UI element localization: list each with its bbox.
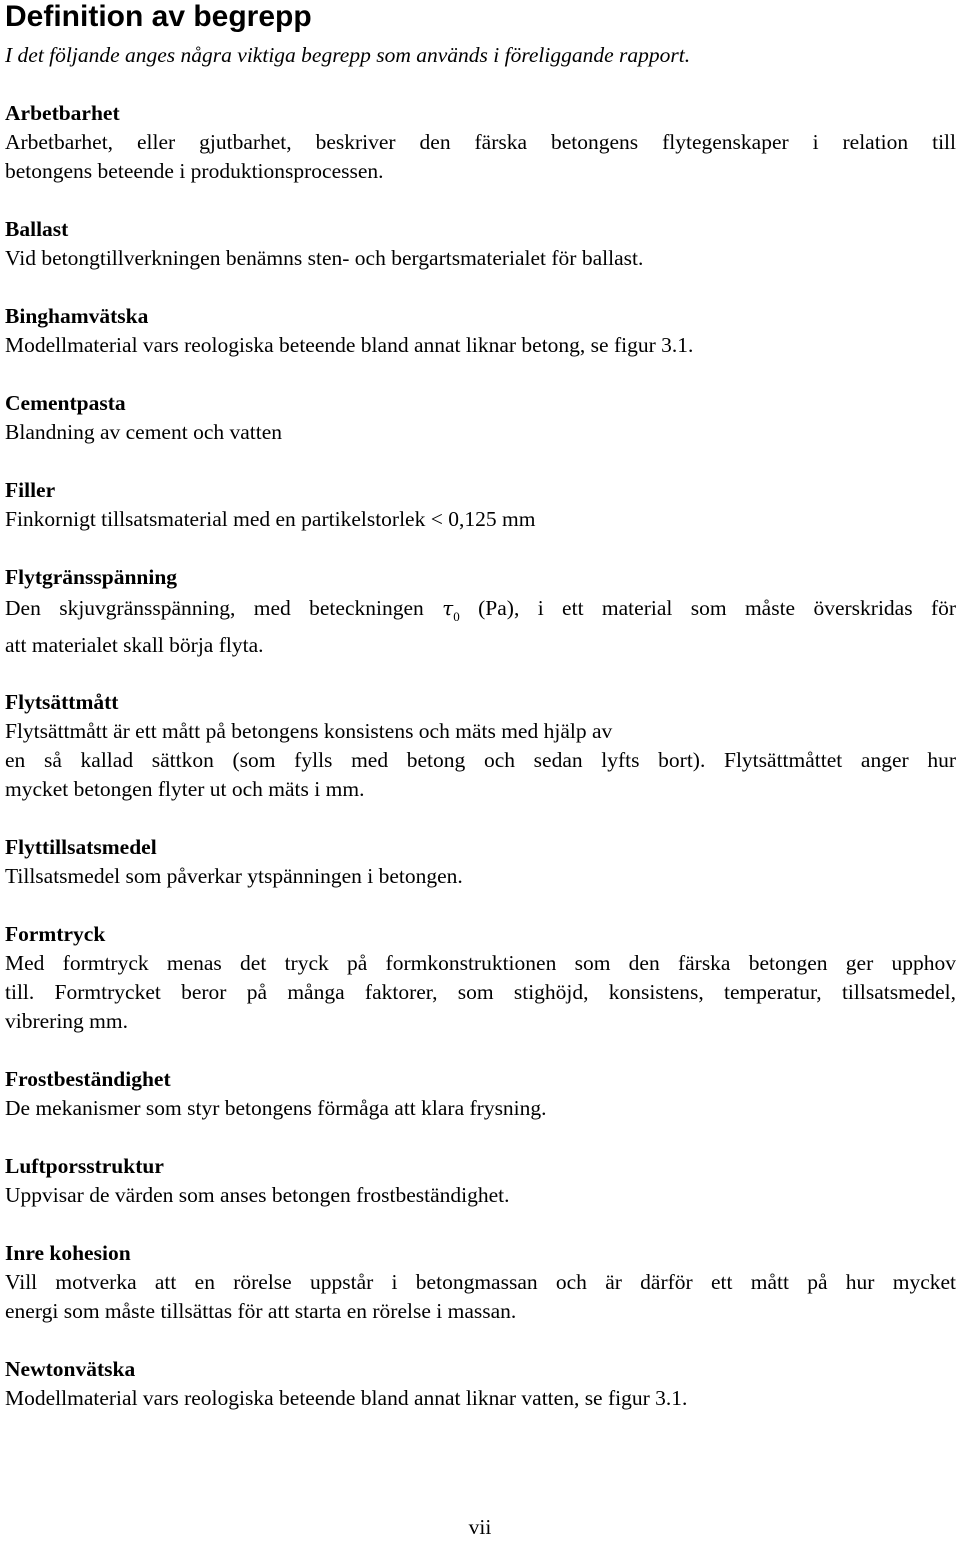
- term-heading: Ballast: [5, 217, 69, 241]
- definition-entry-inre-kohesion: [5, 1239, 956, 1326]
- definition-text: Modellmaterial vars reologiska beteende bland annat liknar vatten, se figur 3.1.: [5, 1386, 688, 1410]
- definition-entry-flyttillsatsmedel: [5, 833, 956, 891]
- term-heading: Cementpasta: [5, 391, 126, 415]
- definition-text: De mekanismer som styr betongens förmåga att klara frysning.: [5, 1096, 547, 1120]
- definition-text: Vid betongtillverkningen benämns sten- och bergartsmaterialet för ballast.: [5, 246, 644, 270]
- term-heading: Flytgränsspänning: [5, 565, 178, 589]
- term-heading: Flytsättmått: [5, 690, 119, 714]
- page-title: Definition av begrepp: [5, 0, 312, 33]
- term-heading: Binghamvätska: [5, 304, 149, 328]
- intro-text: I det följande anges några viktiga begrepp som används i föreliggande rapport.: [5, 43, 691, 67]
- definition-text: Modellmaterial vars reologiska beteende bland annat liknar betong, se figur 3.1.: [5, 333, 694, 357]
- term-heading: Formtryck: [5, 922, 106, 946]
- definition-text-after-symbol: (Pa), i ett material som måste överskridas för: [478, 596, 957, 620]
- term-heading: Flyttillsatsmedel: [5, 835, 157, 859]
- definition-line: betongens beteende i produktionsprocessen.: [5, 159, 384, 183]
- term-heading: Filler: [5, 478, 56, 502]
- definition-line: vibrering mm.: [5, 1009, 129, 1033]
- definition-line: Med formtryck menas det tryck på formkonstruktionen som den färska betongen ger upphov: [5, 951, 956, 975]
- definition-entry-filler: [5, 476, 956, 534]
- definition-line: en så kallad sättkon (som fylls med betong och sedan lyfts bort). Flytsättmåttet anger hur: [5, 748, 956, 772]
- tau-symbol: $\tau_0$: [442, 596, 460, 624]
- definition-line: till. Formtrycket beror på många faktorer, som stighöjd, konsistens, temperatur, tillsatsmedel,: [5, 980, 956, 1004]
- definition-text: Uppvisar de värden som anses betongen frostbeständighet.: [5, 1183, 510, 1207]
- definition-text-before-symbol: Den skjuvgränsspänning, med beteckningen: [5, 596, 424, 620]
- definition-entry-flytsattmatt: [5, 688, 956, 804]
- definition-line: att materialet skall börja flyta.: [5, 633, 264, 657]
- term-heading: Inre kohesion: [5, 1241, 131, 1265]
- definition-line: mycket betongen flyter ut och mäts i mm.: [5, 777, 365, 801]
- definition-line: Flytsättmått är ett mått på betongens konsistens och mäts med hjälp av: [5, 719, 613, 743]
- definition-entry-flytgransspanning: [5, 563, 956, 660]
- term-heading: Arbetbarhet: [5, 101, 120, 125]
- definition-text: Blandning av cement och vatten: [5, 420, 283, 444]
- definition-line: energi som måste tillsättas för att starta en rörelse i massan.: [5, 1299, 517, 1323]
- term-heading: Frostbeständighet: [5, 1067, 171, 1091]
- definition-entry-cementpasta: [5, 389, 956, 447]
- definition-entry-arbetbarhet: [5, 99, 956, 186]
- definition-entry-binghamvatska: [5, 302, 956, 360]
- definition-entry-newtonvatska: [5, 1355, 956, 1413]
- term-heading: Newtonvätska: [5, 1357, 136, 1381]
- definition-entry-luftporsstruktur: [5, 1152, 956, 1210]
- definition-entry-frostbestandighet: [5, 1065, 956, 1123]
- definition-line-with-symbol: [5, 594, 956, 623]
- definition-entry-ballast: [5, 215, 956, 273]
- definition-text: Finkornigt tillsatsmaterial med en partikelstorlek < 0,125 mm: [5, 507, 536, 531]
- definition-entry-formtryck: [5, 920, 956, 1036]
- definition-line: Vill motverka att en rörelse uppstår i betongmassan och är därför ett mått på hur mycket: [5, 1270, 956, 1294]
- definition-text: Tillsatsmedel som påverkar ytspänningen i betongen.: [5, 864, 463, 888]
- term-heading: Luftporsstruktur: [5, 1154, 164, 1178]
- page-number: vii: [468, 1515, 492, 1539]
- definition-line: Arbetbarhet, eller gjutbarhet, beskriver den färska betongens flytegenskaper i relation till: [5, 130, 956, 154]
